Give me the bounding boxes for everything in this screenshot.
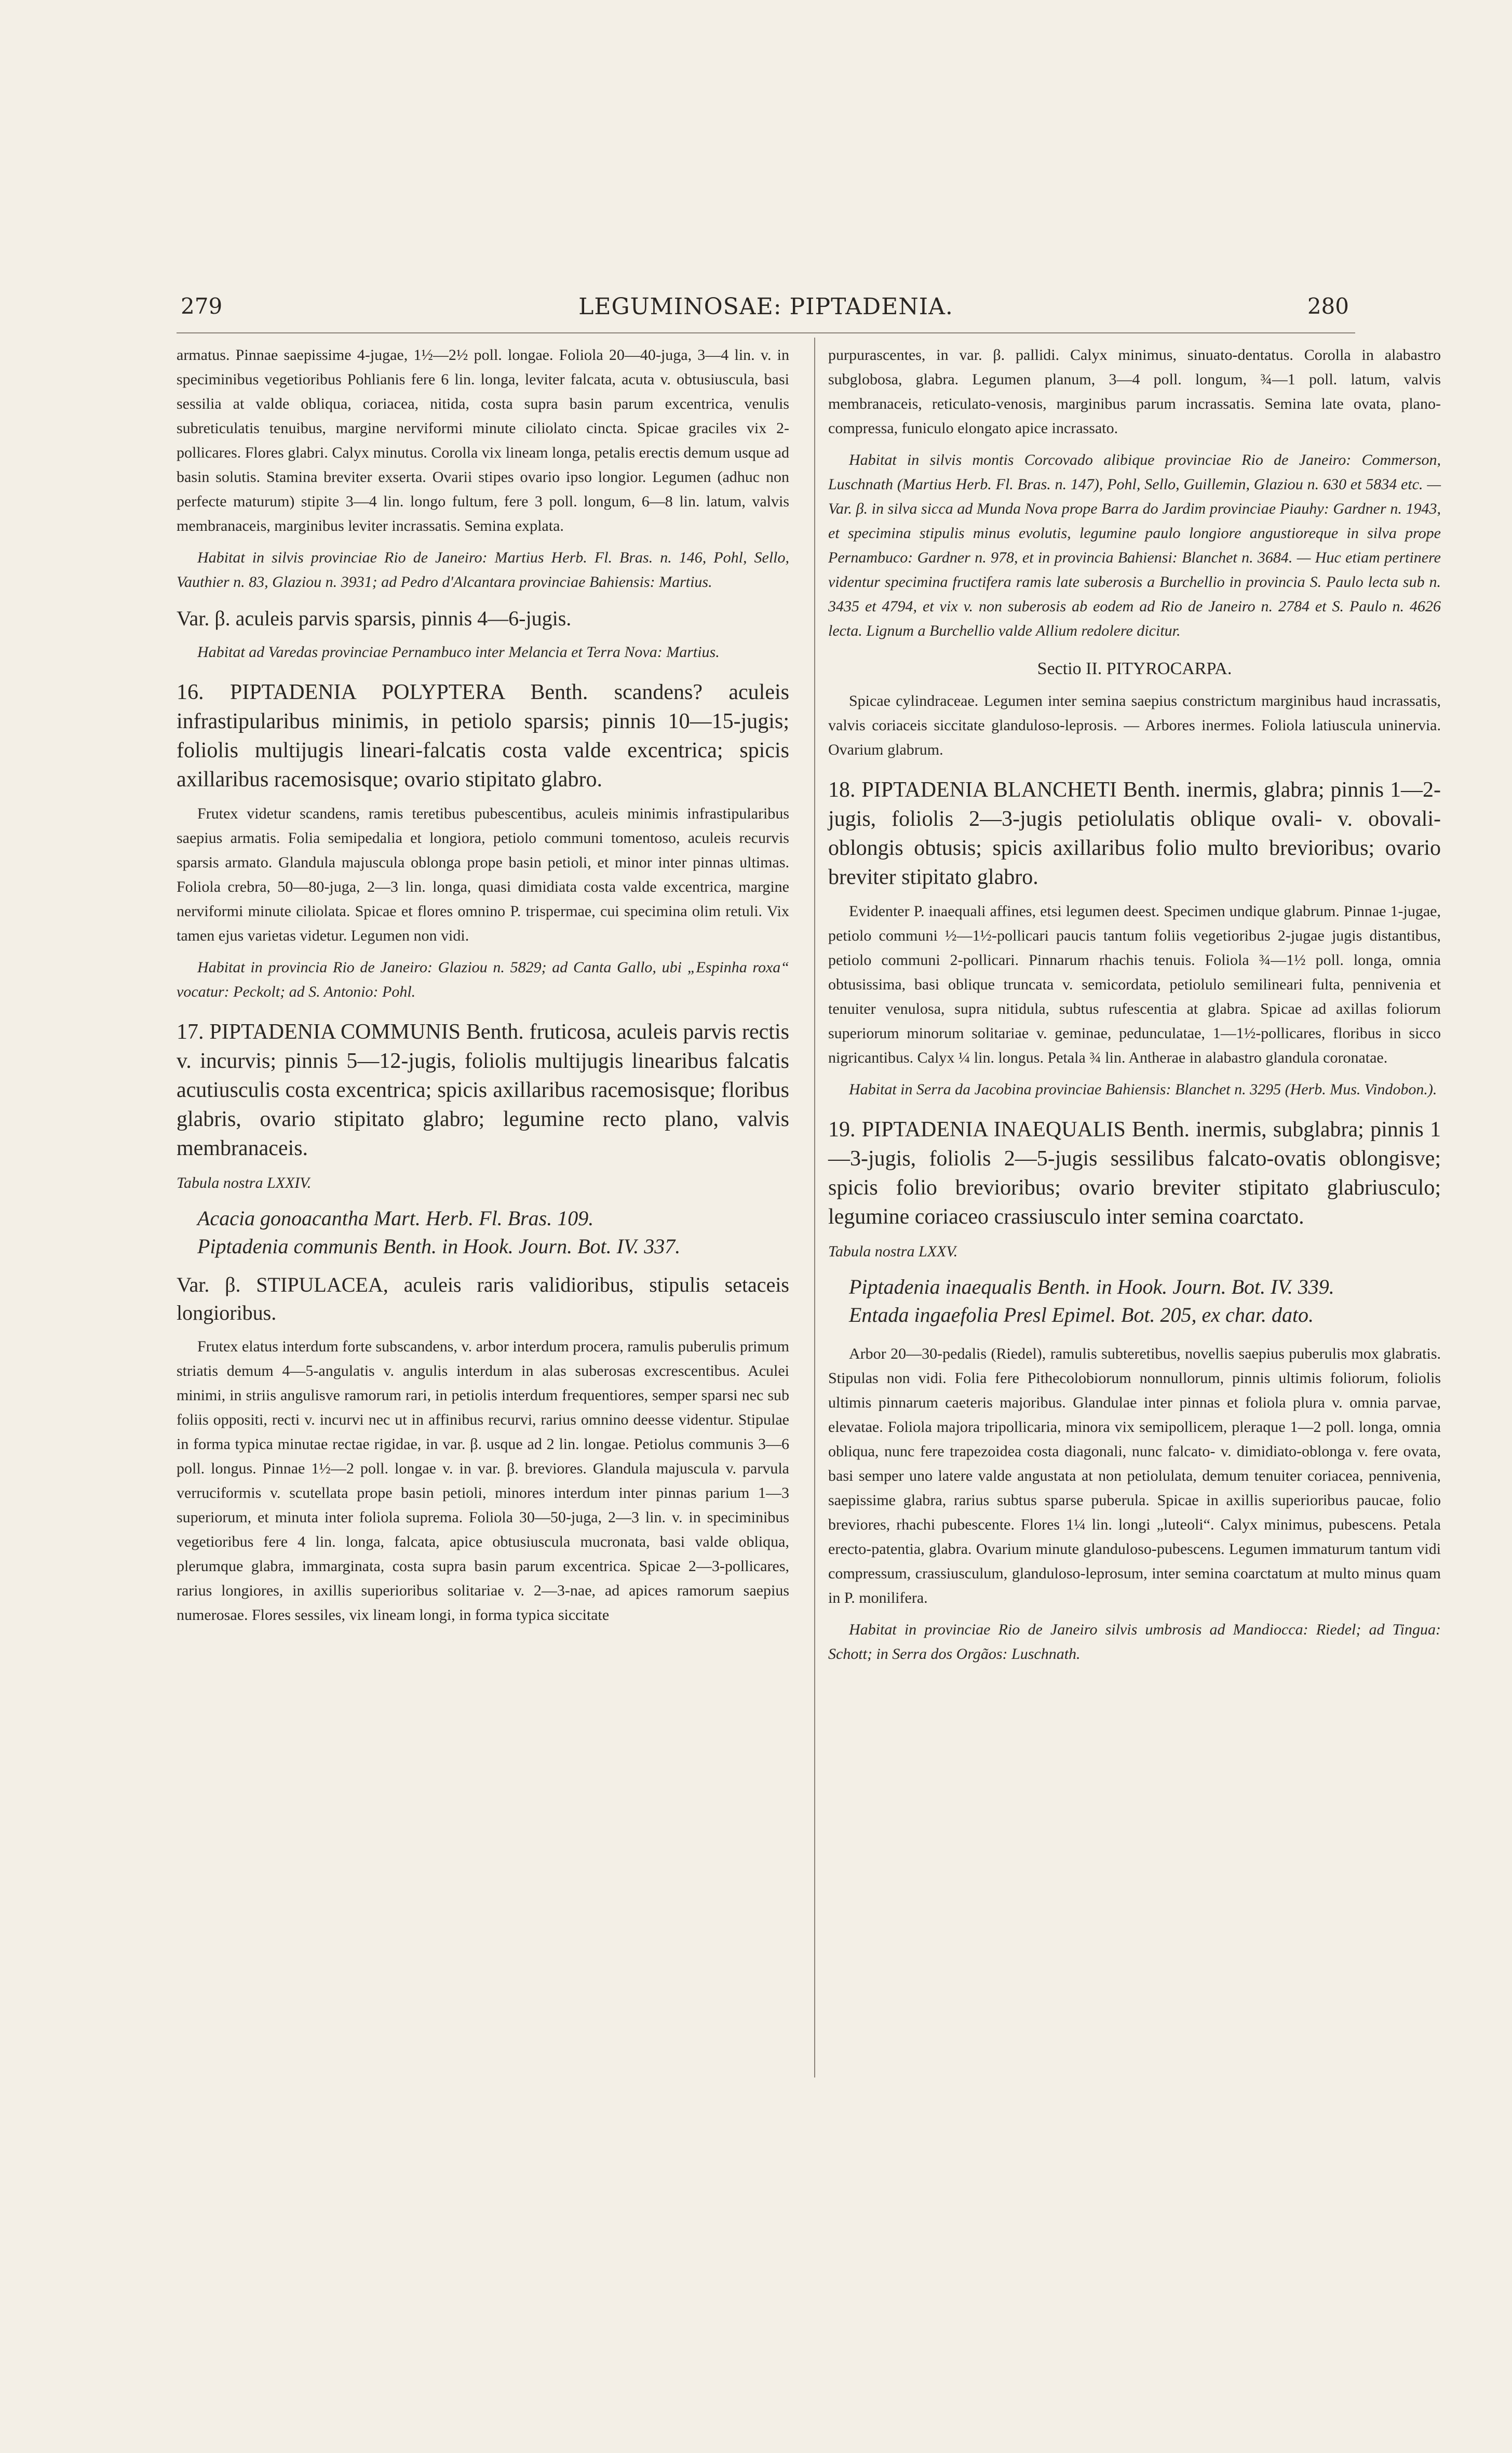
habitat-paragraph: Habitat in provincia Rio de Janeiro: Glaziou n. 5829; ad Canta Gallo, ubi „Espinha roxa“ vocatur: Peckolt; ad S. Antonio: Pohl.	[177, 959, 789, 1000]
description-paragraph: Frutex elatus interdum forte subscandens, v. arbor interdum procera, ramulis puberulis primum striatis demum 4—5-angulatis v. angulis interdum in alas suberosas excrescentibus. Aculei minimi, in striis angulisve ramorum rari, in petiolis interdum frequentiores, semper sparsi nec sub foliis oppositi, recti v. incurvi nec ut in affinibus recurvi, rarius omnino deesse videntur. Stipulae in forma typica minutae rectae rigidae, in var. β. usque ad 2 lin. longae. Petiolus communis 3—6 poll. longus. Pinnae 1½—2 poll. longae v. in var. β. breviores. Glandula majuscula v. parvula verruciformis v. scutellata prope basin petioli, minores interdum inter pinnas parium 1—3 superiorum, et minuta inter foliola suprema. Foliola 30—50-juga, 2—3 lin. v. in speciminibus vegetioribus fere 4 lin. longa, falcata, apice obtusiuscula mucronata, basi valde obliqua, plerumque glabra, immarginata, costa supra basin parum excentrica. Spicae 2—3-pollicares, rarius longiores, in axillis superioribus solitariae v. 2—3-nae, ad apices ramorum saepius numerosae. Flores sessiles, vix lineam longi, in forma typica siccitate	[177, 1338, 789, 1624]
habitat-paragraph: Habitat in silvis provinciae Rio de Janeiro: Martius Herb. Fl. Bras. n. 146, Pohl, Sello, Vauthier n. 83, Glaziou n. 3931; ad Pedro d'Alcantara provinciae Bahiensis: Martius.	[177, 549, 789, 591]
habitat-paragraph: Habitat in provinciae Rio de Janeiro silvis umbrosis ad Mandiocca: Riedel; ad Tingua: Schott; in Serra dos Orgãos: Luschnath.	[828, 1621, 1441, 1663]
synonym-line: Piptadenia communis Benth. in Hook. Journ. Bot. IV. 337.	[197, 1235, 681, 1258]
species-heading-16: 16. PIPTADENIA POLYPTERA Benth. scandens? aculeis infrastipularibus minimis, in petiolo sparsis; pinnis 10—15-jugis; foliolis multijugis lineari-falcatis costa valde excentrica; spicis axillaribus racemosisque; ovario stipitato glabro.	[177, 680, 789, 792]
species-heading-19: 19. PIPTADENIA INAEQUALIS Benth. inermis, subglabra; pinnis 1—3-jugis, foliolis 2—5-jugis sessilibus falcato-ovatis oblongisve; spicis folio brevioribus; ovario breviter stipitato glabriusculo; legumine coriaceo crassiusculo inter semina coarctato.	[828, 1118, 1441, 1229]
habitat-paragraph: Habitat in Serra da Jacobina provinciae Bahiensis: Blanchet n. 3295 (Herb. Mus. Vindobon.).	[849, 1081, 1437, 1098]
page-number-right: 280	[1307, 293, 1349, 319]
variety-line: Var. β. aculeis parvis sparsis, pinnis 4—6-jugis.	[177, 607, 572, 630]
plate-reference: Tabula nostra LXXV.	[828, 1243, 958, 1260]
description-paragraph: Arbor 20—30-pedalis (Riedel), ramulis subteretibus, novellis saepius puberulis mox glabratis. Stipulas non vidi. Folia fere Pithecolobiorum nonnullorum, pinnis ultimis foliorum, foliolis ultimis pinnarum caeteris majoribus. Glandulae inter pinnas et foliola plura v. omnia parvae, elevatae. Foliola majora tripollicaria, minora vix semipollicem, pleraque 1—2 poll. longa, omnia obliqua, nunc fere trapezoidea costa diagonali, nunc falcato- v. dimidiato-oblonga v. fere ovata, basi semper uno latere valde angustata at non petiolulata, demum tenuiter coriacea, pennivenia, saepissime glabra, rarius subtus sparse puberula. Spicae in axillis superioribus paucae, folio breviores, rhachi pubescente. Flores 1¼ lin. longi „luteoli“. Calyx minimus, pubescens. Petala erecto-patentia, glabra. Ovarium minute glanduloso-pubescens. Legumen immaturum tantum vidi compressum, crassiusculum, glanduloso-leprosum, inter semina coarctatum at multo minus quam in P. moniliferа.	[828, 1345, 1441, 1606]
habitat-paragraph: Habitat in silvis montis Corcovado alibique provinciae Rio de Janeiro: Commerson, Luschnath (Martius Herb. Fl. Bras. n. 147), Pohl, Sello, Guillemin, Glaziou n. 630 et 5834 etc. — Var. β. in silva sicca ad Munda Nova prope Barra do Jardim provinciae Piauhy: Gardner n. 1943, et specimina stipulis minus evolutis, legumine paulo longiore angustioreque in silva prope Pernambuco: Gardner n. 978, et in provincia Bahiensi: Blanchet n. 3684. — Huc etiam pertinere videntur specimina fructifera ramis late suberosis a Burchellio in provincia S. Paulo lecta sub n. 3435 et 4794, et vix v. non suberosis ab eodem ad Rio de Janeiro n. 2784 et S. Paulo n. 4626 lecta. Lignum a Burchellio valde Allium redolere dicitur.	[828, 451, 1441, 639]
description-paragraph: armatus. Pinnae saepissime 4-jugae, 1½—2½ poll. longae. Foliola 20—40-juga, 3—4 lin. v. in speciminibus vegetioribus Pohlianis fere 6 lin. longa, leviter falcata, acuta v. obtusiuscula, basi sessilia at valde obliqua, coriacea, nitida, costa supra basin parum excentrica, venulis subreticulatis tenuibus, margine nerviformi minute ciliolato cincta. Spicae graciles vix 2-pollicares. Flores glabri. Calyx minutus. Corolla vix lineam longa, petalis erectis demum usque ad basin solutis. Stamina breviter exserta. Ovarii stipes ovario ipso longior. Legumen (adhuc non perfecte maturum) stipite 3—4 lin. longo fultum, fere 3 poll. longum, 6—8 lin. latum, valvis membranaceis, marginibus leviter incrassatis. Semina explata.	[177, 346, 789, 534]
description-paragraph: purpurascentes, in var. β. pallidi. Calyx minimus, sinuato-dentatus. Corolla in alabastro subglobosa, glabra. Legumen planum, 3—4 poll. longum, ¾—1 poll. latum, valvis membranaceis, reticulato-venosis, marginibus parum incrassatis. Semina late ovata, plano-compressa, funiculo elongato apice incrassato.	[828, 346, 1441, 437]
running-title: LEGUMINOSAE: PIPTADENIA.	[578, 293, 953, 320]
section-description: Spicae cylindraceae. Legumen inter semina saepius constrictum marginibus haud incrassatis, valvis coriaceis siccitate glanduloso-leprosis. — Arbores inermes. Foliola latiuscula uninervia. Ovarium glabrum.	[828, 692, 1441, 758]
column-divider	[814, 338, 815, 2077]
synonym-line: Acacia gonoacantha Mart. Herb. Fl. Bras. 109.	[197, 1207, 594, 1230]
page-number-left: 279	[181, 293, 223, 319]
description-paragraph: Evidenter P. inaequali affines, etsi legumen deest. Specimen undique glabrum. Pinnae 1-jugae, petiolo communi ½—1½-pollicari paucis tantum foliis vegetioribus 2-jugae jugis distantibus, petiolo communi 2-pollicari. Pinnarum rhachis tenuis. Foliola ¾—1½ poll. longa, omnia obtusissima, basi oblique truncata v. semicordata, petiolulo semilineari fulta, pennivenia et tenuiter venulosa, supra nitidula, subtus rufescentia at glabra. Spicae ad axillas foliorum superiorum minorum solitariae v. geminae, pedunculatae, 1—1½-pollicares, floribus in sicco nigricantibus. Calyx ¼ lin. longus. Petala ¾ lin. Antherae in alabastro glandula coronatae.	[828, 903, 1441, 1066]
plate-reference: Tabula nostra LXXIV.	[177, 1174, 312, 1191]
description-paragraph: Frutex videtur scandens, ramis teretibus pubescentibus, aculeis minimis infrastipularibus saepius armatis. Folia semipedalia et longiora, petiolo communi tomentoso, aculeis recurvis sparsis armato. Glandula majuscula oblonga prope basin petioli, et minor inter pinnas ultimas. Foliola crebra, 50—80-juga, 2—3 lin. longa, quasi dimidiata costa valde excentrica, margine nerviformi minute ciliolata. Spicae et flores omnino P. trispermae, cui specimina olim retuli. Vix tamen ejus varietas videtur. Legumen non vidi.	[177, 805, 789, 944]
section-heading: Sectio II. PITYROCARPA.	[1037, 659, 1232, 678]
spacer	[828, 1329, 1441, 1342]
variety-line: Var. β. STIPULACEA, aculeis raris validioribus, stipulis setaceis longioribus.	[177, 1273, 789, 1324]
habitat-paragraph: Habitat ad Varedas provinciae Pernambuco inter Melancia et Terra Nova: Martius.	[197, 644, 720, 661]
right-column	[828, 343, 1441, 1673]
header-rule	[177, 332, 1355, 333]
page-header	[177, 293, 1355, 325]
left-column	[177, 343, 789, 1634]
synonym-line: Piptadenia inaequalis Benth. in Hook. Journ. Bot. IV. 339.	[849, 1275, 1334, 1298]
species-heading-17: 17. PIPTADENIA COMMUNIS Benth. fruticosa, aculeis parvis rectis v. incurvis; pinnis 5—12-jugis, foliolis multijugis linearibus falcatis acutiusculis costa excentrica; spicis axillaribus racemosisque; floribus glabris, ovario stipitato glabro; legumine recto plano, valvis membranaceis.	[177, 1020, 789, 1160]
synonym-line: Entada ingaefolia Presl Epimel. Bot. 205, ex char. dato.	[849, 1303, 1314, 1326]
species-heading-18: 18. PIPTADENIA BLANCHETI Benth. inermis, glabra; pinnis 1—2-jugis, foliolis 2—3-jugis petiolulatis oblique ovali- v. obovali-oblongis obtusis; spicis axillaribus folio multo brevioribus; ovario breviter stipitato glabro.	[828, 778, 1441, 889]
